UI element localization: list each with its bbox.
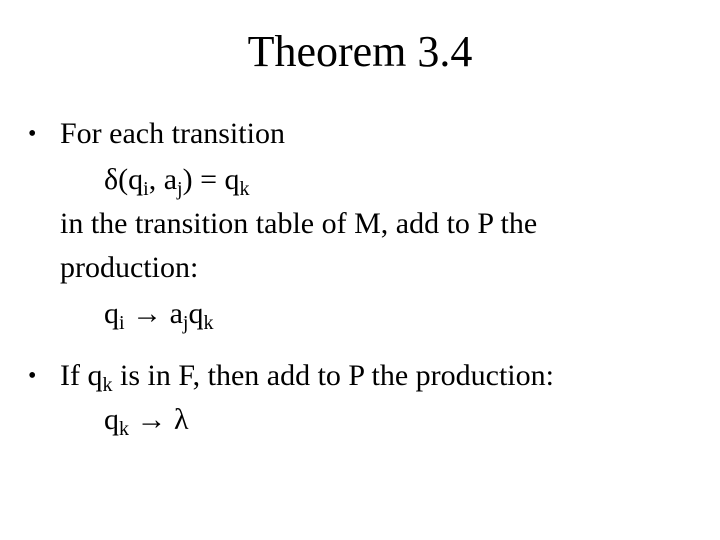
bullet1-line4: production: bbox=[60, 251, 199, 284]
production-rule-2: $q_k \to \lambda$ bbox=[104, 403, 189, 440]
bullet2-text: If $q_k$ is in F, then add to P the production: bbox=[60, 359, 554, 396]
arrow-a: → a bbox=[124, 297, 183, 330]
delta-symbol: δ bbox=[104, 163, 119, 196]
transition-function: $\delta(q_i$, $a_j) = q_k$ bbox=[104, 163, 250, 200]
slide-title: Theorem 3.4 bbox=[247, 27, 473, 76]
arrow-lambda: → λ bbox=[129, 403, 189, 436]
bullet-marker: • bbox=[28, 121, 37, 147]
bullet1-line3: in the transition table of M, add to P the bbox=[60, 207, 538, 240]
production-rule-1: $q_i \to a_jq_k$ bbox=[104, 297, 214, 334]
bullet1-intro: For each transition bbox=[60, 117, 285, 150]
bullet-marker: • bbox=[28, 363, 37, 389]
